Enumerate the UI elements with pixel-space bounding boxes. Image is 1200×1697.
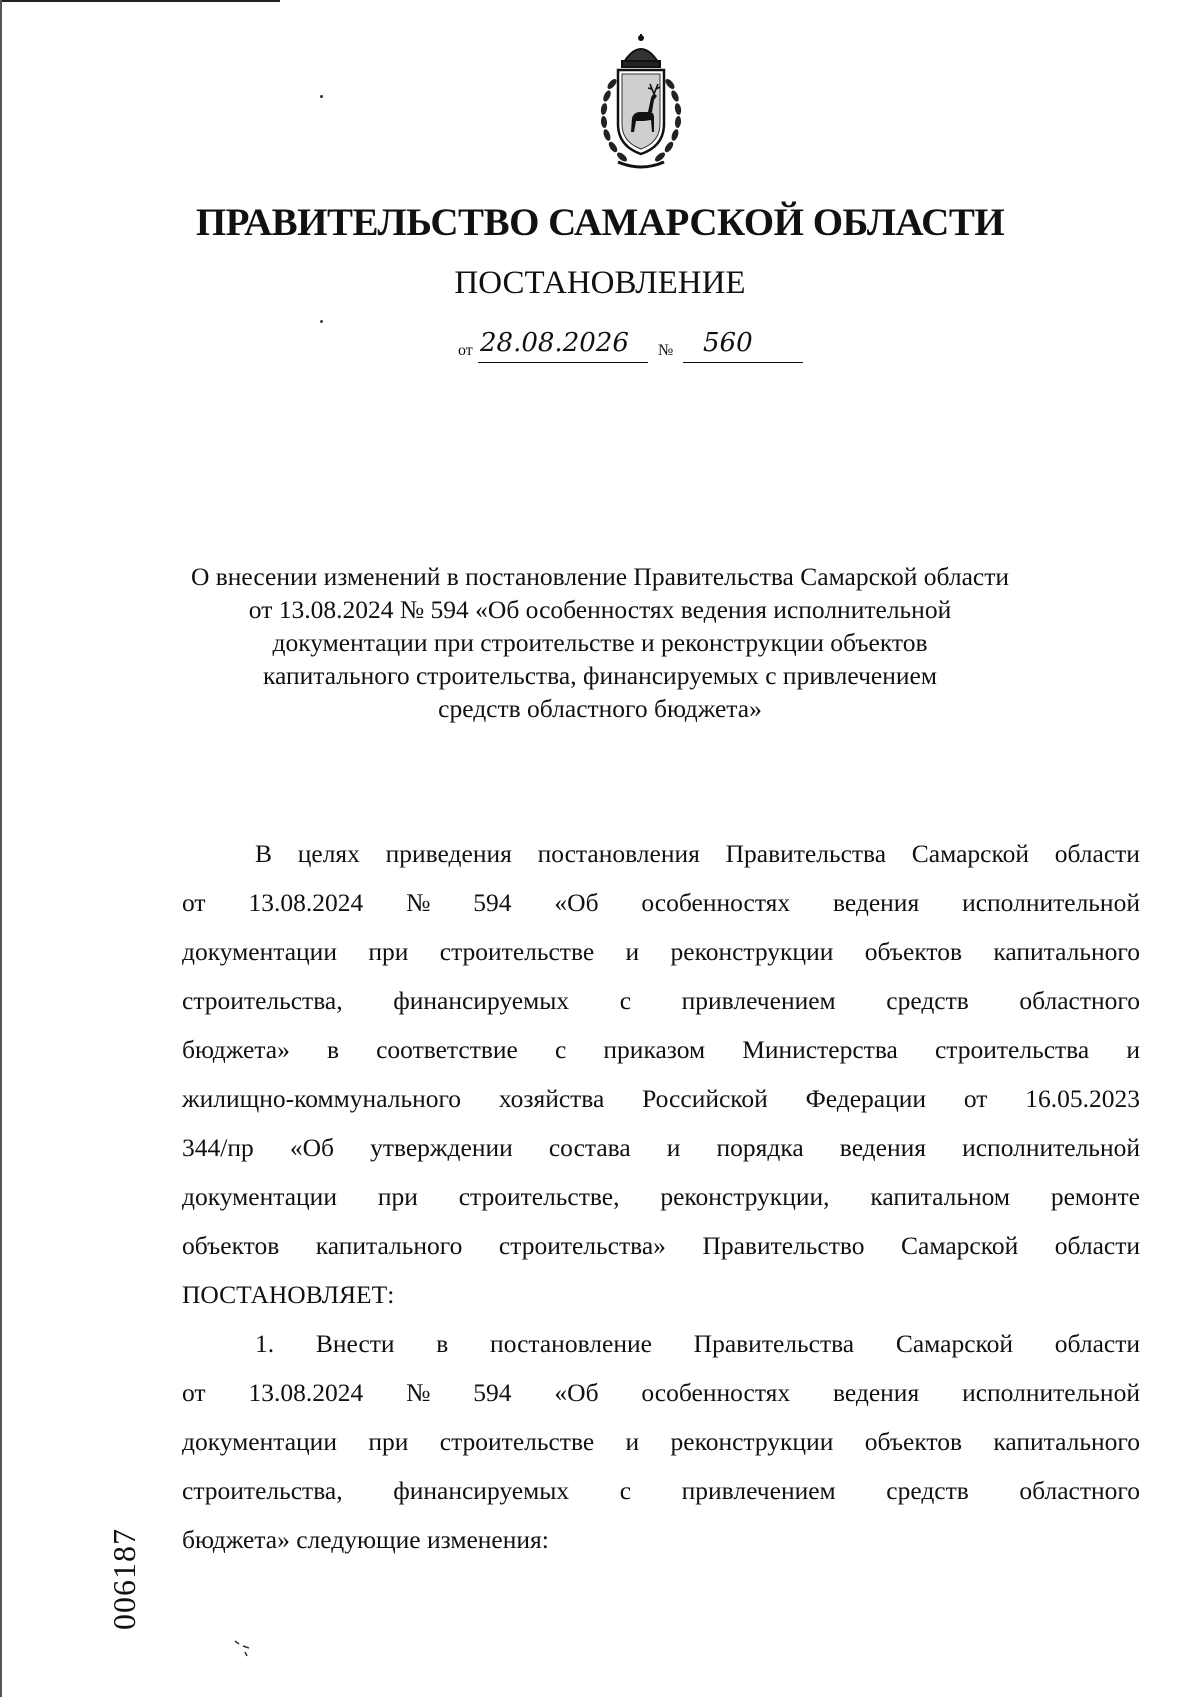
word: при [368,937,409,966]
decree-word: ПОСТАНОВЛЯЕТ: [182,1280,395,1309]
word: строительства [934,1035,1090,1064]
word: области [1054,1231,1140,1260]
word: строительстве [439,937,595,966]
word: документации [182,937,337,966]
text-line [182,829,1140,878]
word: Внести [315,1329,395,1358]
word: с [619,986,632,1015]
left-border-line [0,0,2,1697]
subject-heading [150,560,1050,725]
word: в [436,1329,449,1358]
word: строительства, [182,986,343,1015]
word: постановления [537,839,700,868]
word: приказом [603,1035,706,1064]
word: средств [886,1476,969,1505]
word: финансируемых [393,986,570,1015]
word: постановление [490,1329,652,1358]
subject-line: капитального строительства, финансируемых с привлечением [263,661,937,690]
text-line [182,1172,1140,1221]
word: Правительство [702,1231,865,1260]
word: привлечением [681,1476,836,1505]
word: документации [182,1427,337,1456]
word: «Об [289,1133,334,1162]
word: и [1126,1035,1140,1064]
word: привлечением [681,986,836,1015]
word: 594 [473,1378,512,1407]
word: строительстве [439,1427,595,1456]
word: Правительства [725,839,887,868]
word: ведения [839,1133,926,1162]
word: строительства, [182,1476,343,1505]
word: исполнительной [962,1378,1140,1407]
organization-title: ПРАВИТЕЛЬСТВО САМАРСКОЙ ОБЛАСТИ [195,201,1005,244]
word: объектов [864,937,962,966]
word: капитального [315,1231,463,1260]
text-line [182,927,1140,976]
word: от [963,1084,988,1113]
word: «Об [554,888,599,917]
word: состава [548,1133,631,1162]
word: и [625,937,640,966]
subject-line: документации при строительстве и реконструкции объектов [272,628,928,657]
margin-serial-number: 006187 [106,1528,142,1630]
word: 1. [255,1329,275,1358]
word: и [666,1133,681,1162]
word: капитального [993,937,1140,966]
text-line [182,1319,1140,1368]
text-line [182,1368,1140,1417]
text-line [182,1221,1140,1270]
handwritten-number: 560 [703,328,753,358]
subject-line: О внесении изменений в постановление Правительства Самарской области [190,562,1010,591]
word: средств [886,986,969,1015]
word: Федерации [805,1084,927,1113]
coat-of-arms-icon [584,34,698,174]
word: с [619,1476,632,1505]
word: Российской [642,1084,768,1113]
date-prefix: от [458,342,473,359]
word: утверждении [370,1133,513,1162]
subject-line: от 13.08.2024 № 594 «Об особенностях ведения исполнительной [248,595,952,624]
word: исполнительной [962,1133,1140,1162]
word: с [554,1035,567,1064]
text-line [182,1466,1140,1515]
word: целях [297,839,360,868]
word: объектов [182,1231,280,1260]
word: капитальном [870,1182,1011,1211]
word: жилищно-коммунального [182,1084,462,1113]
word: строительства» [498,1231,666,1260]
word: финансируемых [393,1476,570,1505]
word: приведения [385,839,512,868]
word: особенностях [641,1378,791,1407]
date-underline [478,362,648,363]
word: 594 [473,888,512,917]
word: исполнительной [962,888,1140,917]
word: особенностях [641,888,791,917]
word: от [182,888,206,917]
word: ремонте [1050,1182,1140,1211]
word: документации [182,1182,337,1211]
word: 16.05.2023 [1025,1084,1140,1113]
subject-line: средств областного бюджета» [438,694,762,723]
word: № [406,1378,431,1407]
scan-dot [320,320,323,323]
word: Самарской [911,839,1029,868]
word: Министерства [742,1035,898,1064]
text-line [182,1123,1140,1172]
text-line [182,878,1140,927]
word: областного [1019,986,1140,1015]
word: и [625,1427,640,1456]
word: 13.08.2024 [248,1378,364,1407]
top-border-line [0,0,280,2]
text-line [182,1025,1140,1074]
word: области [1054,839,1140,868]
word: 344/пр [182,1133,254,1162]
word: реконструкции [670,937,834,966]
word: В [255,839,273,868]
word: Правительства [693,1329,855,1358]
word: ведения [833,888,920,917]
text-line [182,976,1140,1025]
date-number-line [458,322,858,366]
document-body [182,829,1140,1564]
word: Самарской [895,1329,1014,1358]
word: реконструкции [670,1427,834,1456]
handwritten-date: 28.08.2026 [480,328,629,358]
number-prefix: № [658,342,674,359]
word: Самарской [901,1231,1019,1260]
word: хозяйства [498,1084,605,1113]
word: в [326,1035,339,1064]
word: бюджета» [182,1035,290,1064]
scan-dot [320,95,323,98]
word: реконструкции, [660,1182,830,1211]
word: ведения [833,1378,920,1407]
number-underline [683,362,803,363]
word: порядка [716,1133,804,1162]
word: соответствие [376,1035,518,1064]
text-line [182,1417,1140,1466]
word: от [182,1378,206,1407]
word: «Об [554,1378,599,1407]
word: областного [1019,1476,1140,1505]
word: 13.08.2024 [248,888,364,917]
item-1-last-line: бюджета» следующие изменения: [182,1525,549,1554]
preamble-paragraph [182,829,1140,1270]
document-type: ПОСТАНОВЛЕНИЕ [454,265,746,301]
word: № [406,888,431,917]
item-1-paragraph [182,1319,1140,1515]
scan-specks [233,1638,263,1658]
word: строительстве, [458,1182,620,1211]
word: капитального [993,1427,1140,1456]
word: при [377,1182,418,1211]
word: области [1054,1329,1140,1358]
word: объектов [864,1427,962,1456]
text-line [182,1074,1140,1123]
word: при [368,1427,409,1456]
